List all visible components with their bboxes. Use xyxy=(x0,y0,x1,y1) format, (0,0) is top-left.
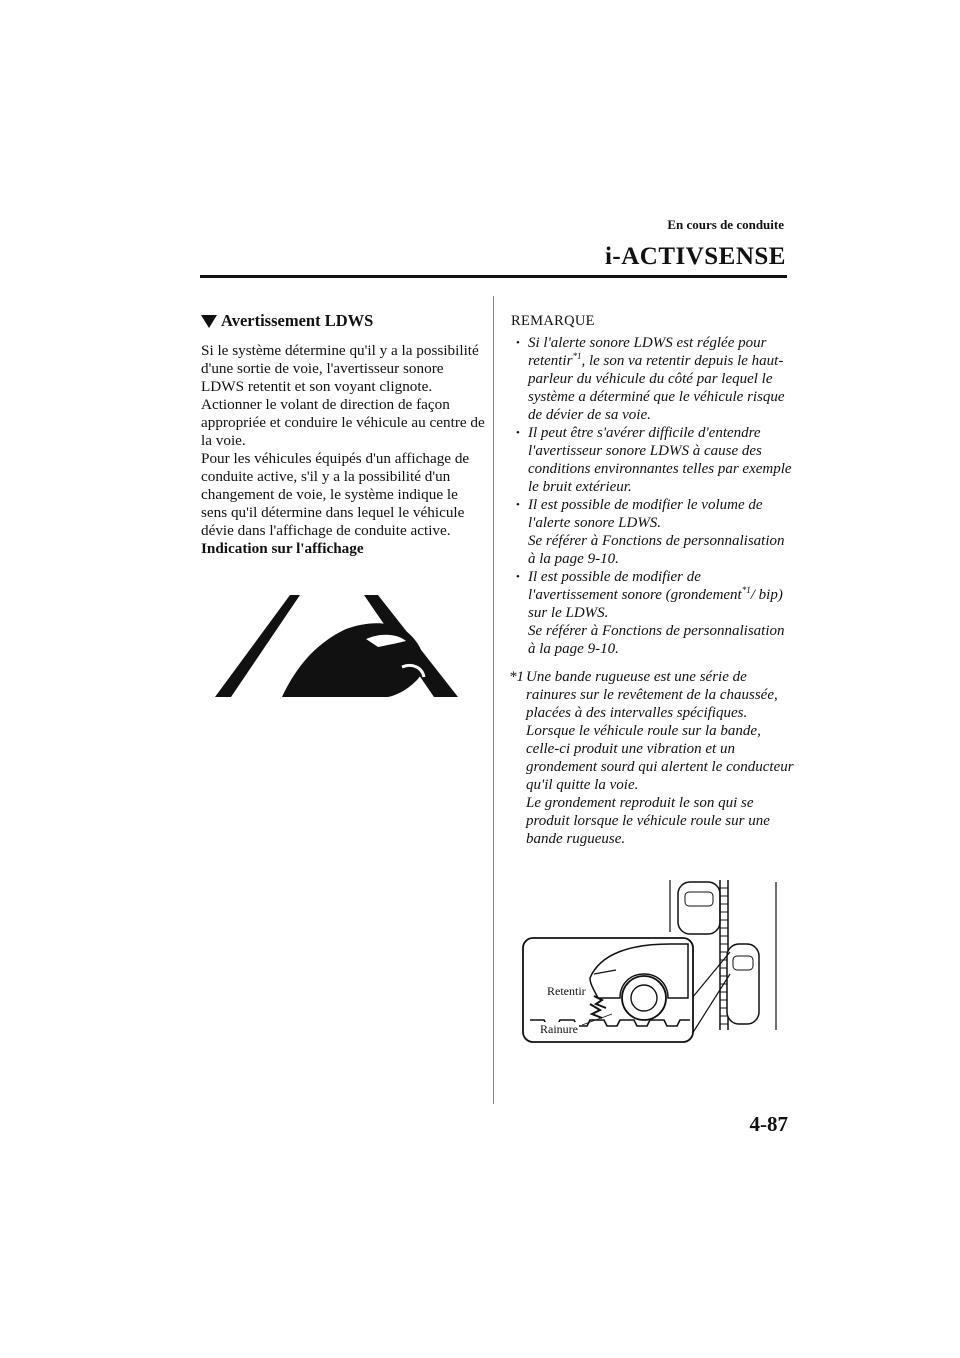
vehicle-silhouette-icon xyxy=(282,623,425,697)
figure-label-sound: Retentir xyxy=(547,984,586,998)
lane-line-left xyxy=(215,595,300,697)
note-text: • Il est possible de modifier le volume de l'alerte sonore LDWS. xyxy=(528,497,763,531)
list-item xyxy=(509,334,794,424)
callout-line xyxy=(692,952,730,998)
cross-reference: Se référer à Fonctions de personnalisation à la page 9-10. xyxy=(528,533,785,567)
cross-reference: Se référer à Fonctions de personnalisation à la page 9-10. xyxy=(528,623,785,657)
rumble-strip-illustration xyxy=(520,878,782,1046)
footnote-ref: *1 xyxy=(572,351,582,361)
column-divider xyxy=(493,296,494,1104)
footnote xyxy=(509,668,794,848)
section-title: i-ACTIVSENSE xyxy=(604,243,786,270)
list-item xyxy=(509,568,794,658)
note-title: REMARQUE xyxy=(511,313,595,329)
paragraph: Si le système détermine qu'il y a la possibilité d'une sortie de voie, l'avertisseur sonore LDWS retentit et son voyant clignote. Actionner le volant de direction de façon appropriée et conduire le véhicule au centre de la voie. xyxy=(201,342,485,449)
triangle-down-icon xyxy=(201,315,217,328)
footnote-text: Le grondement reproduit le son qui se produit lorsque le véhicule roule sur une bande rugueuse. xyxy=(526,795,770,847)
note-text: Si l'alerte sonore LDWS est réglée pour retentir xyxy=(528,335,767,369)
chapter-label: En cours de conduite xyxy=(667,217,784,232)
header-rule xyxy=(200,275,787,278)
car-top-icon xyxy=(678,882,720,934)
note-text: / bip) sur le LDWS. xyxy=(528,587,783,621)
section-heading-text: Avertissement LDWS xyxy=(221,311,374,330)
list-item xyxy=(509,424,794,496)
footnote-mark: *1 xyxy=(509,669,524,685)
note-text: Il est possible de modifier de l'avertissement sonore (grondement xyxy=(528,569,742,603)
lane-departure-display-illustration xyxy=(212,591,462,701)
paragraph: Pour les véhicules équipés d'un affichage de conduite active, s'il y a la possibilité d'un changement de voie, le système indique le sens qu'il détermine dans lequel le véhicule dévie dans l'affichage de conduite active. xyxy=(201,450,470,539)
note-list xyxy=(509,334,794,658)
note-text: , le son va retentir depuis le haut-parleur du véhicule du côté par lequel le système a déterminé que le véhicule risque de dévier de sa voie. xyxy=(528,353,785,423)
page-number: 4-87 xyxy=(749,1112,788,1136)
footnote-ref: *1 xyxy=(741,585,751,595)
section-heading xyxy=(201,312,486,330)
list-item xyxy=(509,496,794,568)
left-column xyxy=(201,312,486,558)
footnote-text: Une bande rugueuse est une série de rainures sur le revêtement de la chaussée, placées à des intervalles spécifiques. Lorsque le véhicule roule sur la bande, celle-ci produit une vibration et un grondement sourd qui alertent le conducteur qu'il quitte la voie. xyxy=(526,669,794,793)
subheading: Indication sur l'affichage xyxy=(201,540,364,557)
note-text: • Il peut être s'avérer difficile d'entendre l'avertisseur sonore LDWS à cause des conditions environnantes telles par exemple le bruit extérieur. xyxy=(528,425,792,495)
right-column xyxy=(509,312,794,848)
figure-label-groove: Rainure xyxy=(540,1022,578,1036)
callout-line xyxy=(692,974,730,1034)
